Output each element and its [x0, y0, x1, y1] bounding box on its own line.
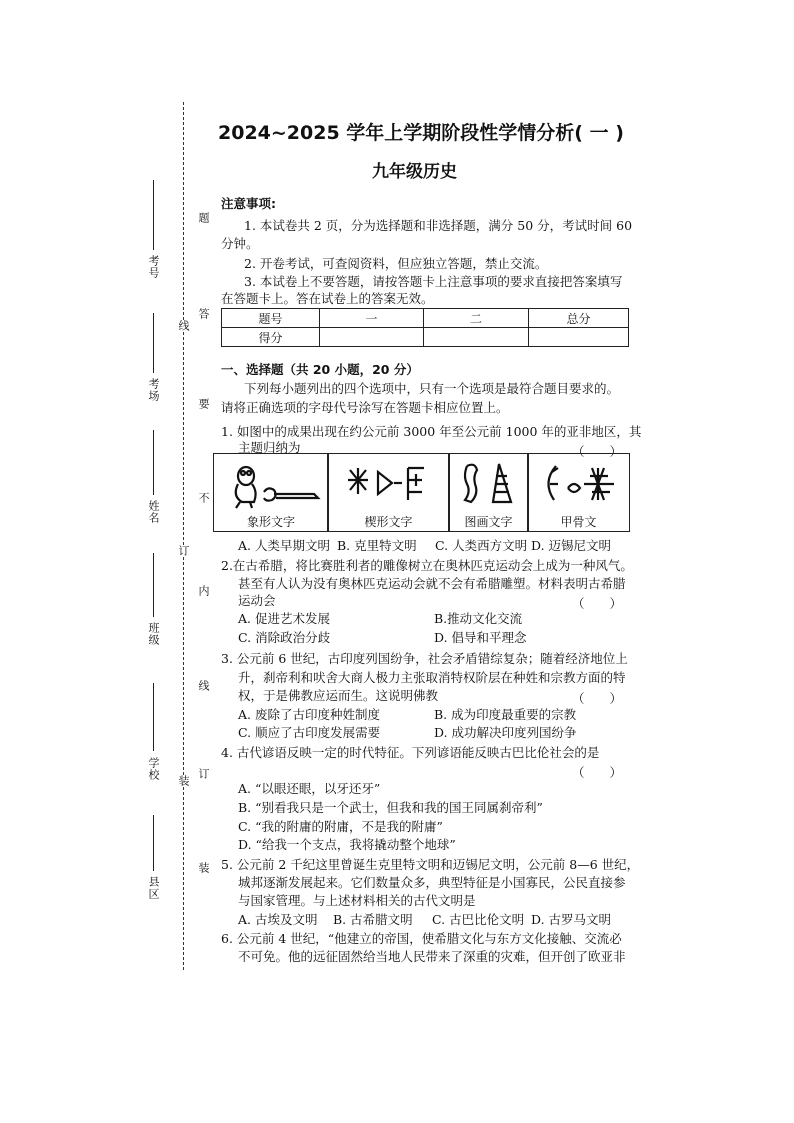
- seal-warning-char: 答: [197, 308, 210, 320]
- q1-option-b[interactable]: B. 克里特文明: [337, 538, 417, 553]
- table-cell: [320, 328, 424, 347]
- q1-option-c[interactable]: C. 人类西方文明: [435, 538, 528, 553]
- answer-paren: （ ）: [572, 691, 623, 706]
- section-instruction: 请将正确选项的字母代号涂写在答题卡相应位置上。: [221, 400, 509, 415]
- notice-item: 分钟。: [221, 236, 259, 251]
- county-line: [153, 815, 154, 871]
- q2-option-b[interactable]: B.推动文化交流: [434, 611, 523, 626]
- notice-item: 2. 开卷考试，可查阅资料，但应独立答题，禁止交流。: [244, 256, 548, 271]
- table-cell: [424, 328, 529, 347]
- notice-item: 在答题卡上。答在试卷上的答案无效。: [221, 291, 434, 306]
- question-3-text: 升，刹帝利和吠舍大商人极力主张取消特权阶层在种姓和宗教方面的特: [238, 670, 626, 685]
- table-cell: 得分: [222, 328, 320, 347]
- seal-warning-char: 不: [197, 492, 210, 504]
- section-heading: 一、选择题（共 20 小题，20 分）: [221, 362, 419, 377]
- question-6-text: 不可免。他的远征固然给当地人民带来了深重的灾难，但开创了欧亚非: [238, 949, 626, 964]
- table-cell: 一: [320, 309, 424, 328]
- q1-option-a[interactable]: A. 人类早期文明: [238, 538, 330, 553]
- q2-option-d[interactable]: D. 倡导和平理念: [434, 630, 527, 645]
- question-2-text: 2.在古希腊，将比赛胜利者的雕像树立在奥林匹克运动会上成为一种风气。: [221, 558, 633, 573]
- label-name: 姓名: [147, 500, 160, 524]
- label-exam-number: 考号: [147, 255, 160, 279]
- seal-line: [183, 102, 184, 970]
- score-table: [221, 308, 629, 347]
- seal-label-xian: 线: [177, 320, 190, 332]
- seal-warning-char: 要: [197, 398, 210, 410]
- exam-subtitle: 九年级历史: [372, 162, 457, 182]
- q2-option-c[interactable]: C. 消除政治分歧: [238, 630, 331, 645]
- question-4-text: 4. 古代谚语反映一定的时代特征。下列谚语能反映古巴比伦社会的是: [221, 745, 600, 760]
- table-cell: 题号: [222, 309, 320, 328]
- pictograph-icon: [449, 454, 528, 514]
- seal-label-ding: 订: [177, 545, 190, 557]
- cuneiform-icon: [328, 454, 449, 514]
- q1-image-pictograph: [448, 453, 529, 532]
- table-row: [222, 309, 629, 328]
- seal-warning-char: 订: [197, 768, 210, 780]
- q1-image-caption: 象形文字: [246, 515, 295, 529]
- table-cell: 二: [424, 309, 529, 328]
- oracle-bone-icon: [528, 454, 629, 514]
- table-cell: [529, 328, 629, 347]
- school-line: [153, 683, 154, 751]
- label-exam-room: 考场: [147, 378, 160, 402]
- class-line: [153, 553, 154, 617]
- question-2-text: 运动会: [238, 593, 276, 608]
- answer-paren: （ ）: [572, 444, 623, 459]
- exam-room-line: [153, 313, 154, 373]
- notice-item: 1. 本试卷共 2 页，分为选择题和非选择题，满分 50 分，考试时间 60: [244, 218, 633, 233]
- exam-title: 2024~2025 学年上学期阶段性学情分析( 一 ): [218, 122, 624, 144]
- q1-image-caption: 甲骨文: [560, 515, 597, 529]
- q1-option-d[interactable]: D. 迈锡尼文明: [531, 538, 612, 553]
- q3-option-d[interactable]: D. 成功解决印度列国纷争: [434, 725, 577, 740]
- notice-item: 3. 本试卷上不要答题，请按答题卡上注意事项的要求直接把答案填写: [244, 274, 623, 289]
- answer-paren: （ ）: [572, 765, 623, 780]
- table-cell: 总分: [529, 309, 629, 328]
- question-1-text: 主题归纳为: [238, 440, 301, 455]
- label-county: 县区: [147, 876, 160, 900]
- q5-option-c[interactable]: C. 古巴比伦文明: [432, 912, 525, 927]
- q3-option-b[interactable]: B. 成为印度最重要的宗教: [434, 707, 577, 722]
- q5-option-d[interactable]: D. 古罗马文明: [531, 912, 612, 927]
- seal-label-zhuang: 装: [177, 775, 190, 787]
- question-2-text: 甚至有人认为没有奥林匹克运动会就不会有希腊雕塑。材料表明古希腊: [238, 576, 626, 591]
- seal-warning-char: 装: [197, 862, 210, 874]
- q4-option-d[interactable]: D. “给我一个支点，我将撬动整个地球”: [238, 837, 456, 852]
- question-3-text: 3. 公元前 6 世纪，古印度列国纷争，社会矛盾错综复杂；随着经济地位上: [221, 651, 628, 666]
- q5-option-b[interactable]: B. 古希腊文明: [333, 912, 413, 927]
- question-5-text: 5. 公元前 2 千纪这里曾诞生克里特文明和迈锡尼文明，公元前 8—6 世纪，: [221, 857, 640, 872]
- seal-warning-char: 内: [197, 585, 210, 597]
- name-line: [153, 430, 154, 495]
- q2-option-a[interactable]: A. 促进艺术发展: [238, 611, 330, 626]
- q4-option-c[interactable]: C. “我的附庸的附庸，不是我的附庸”: [238, 819, 443, 834]
- question-1-text: 1. 如图中的成果出现在约公元前 3000 年至公元前 1000 年的亚非地区，其: [221, 424, 642, 439]
- q1-image-caption: 楔形文字: [364, 515, 413, 529]
- q3-option-a[interactable]: A. 废除了古印度种姓制度: [238, 707, 380, 722]
- exam-number-line: [153, 180, 154, 250]
- q4-option-a[interactable]: A. “以眼还眼，以牙还牙”: [238, 781, 381, 796]
- q1-image-hieroglyph: [213, 453, 329, 532]
- hieroglyph-icon: [214, 454, 328, 514]
- q5-option-a[interactable]: A. 古埃及文明: [238, 912, 318, 927]
- question-3-text: 权，于是佛教应运而生。这说明佛教: [238, 688, 439, 703]
- q4-option-b[interactable]: B. “别看我只是一个武士，但我和我的国王同属刹帝利”: [238, 800, 543, 815]
- seal-warning-char: 题: [197, 212, 210, 224]
- answer-paren: （ ）: [572, 596, 623, 611]
- table-row: [222, 328, 629, 347]
- question-6-text: 6. 公元前 4 世纪，“他建立的帝国，使希腊文化与东方文化接触、交流必: [221, 931, 622, 946]
- q3-option-c[interactable]: C. 顺应了古印度发展需要: [238, 725, 381, 740]
- question-5-text: 与国家管理。与上述材料相关的古代文明是: [238, 893, 476, 908]
- label-class: 班级: [147, 622, 160, 646]
- q1-image-oracle-bone: [527, 453, 630, 532]
- section-instruction: 下列每小题列出的四个选项中，只有一个选项是最符合题目要求的。: [244, 381, 620, 396]
- q1-image-caption: 图画文字: [464, 515, 513, 529]
- q1-image-cuneiform: [327, 453, 450, 532]
- notice-heading: 注意事项:: [221, 196, 276, 211]
- label-school: 学校: [147, 757, 160, 781]
- question-5-text: 城邦逐渐发展起来。它们数量众多，典型特征是小国寡民，公民直接参: [238, 875, 626, 890]
- seal-warning-char: 线: [197, 680, 210, 692]
